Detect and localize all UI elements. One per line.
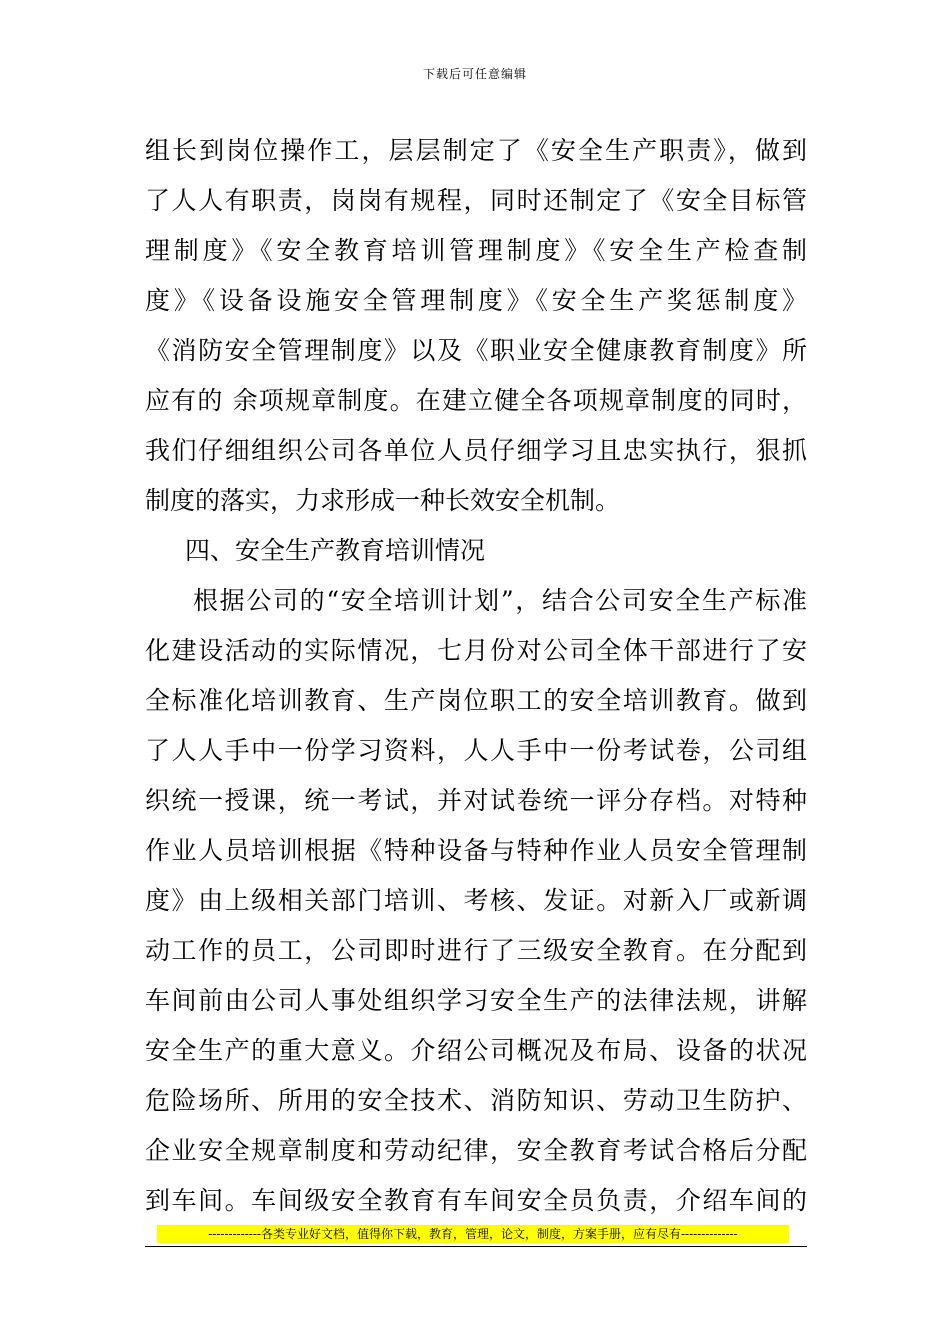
body-line: 了人人有职责，岗岗有规程，同时还制定了《安全目标管 [145,186,807,215]
body-line: 组长到岗位操作工，层层制定了《安全生产职责》，做到 [145,136,807,165]
body-line: 全标准化培训教育、生产岗位职工的安全培训教育。做到 [145,686,807,715]
document-body [145,126,807,1226]
body-line: 车间前由公司人事处组织学习安全生产的法律法规，讲解 [145,986,807,1015]
body-line: 危险场所、所用的安全技术、消防知识、劳动卫生防护、 [145,1086,807,1115]
body-line: 作业人员培训根据《特种设备与特种作业人员安全管理制 [145,836,807,865]
body-line: 到车间。车间级安全教育有车间安全员负责，介绍车间的 [145,1186,807,1215]
body-line: 度》《设备设施安全管理制度》《安全生产奖惩制度》 [145,286,807,315]
body-line: 应有的 余项规章制度。在建立健全各项规章制度的同时， [145,386,807,415]
body-line: 理制度》《安全教育培训管理制度》《安全生产检查制 [145,236,807,265]
page-header: 下载后可任意编辑 [422,67,527,81]
page-footer [145,1222,807,1247]
body-line: 化建设活动的实际情况，七月份对公司全体干部进行了安 [145,636,807,665]
body-line: 我们仔细组织公司各单位人员仔细学习且忠实执行，狠抓 [145,436,807,465]
body-line: 度》由上级相关部门培训、考核、发证。对新入厂或新调 [145,886,807,915]
body-line: 安全生产的重大意义。介绍公司概况及布局、设备的状况 [145,1036,807,1065]
body-line: 制度的落实，力求形成一种长效安全机制。 [145,486,621,515]
body-line: 了人人手中一份学习资料，人人手中一份考试卷，公司组 [145,736,807,765]
body-line: 织统一授课，统一考试，并对试卷统一评分存档。对特种 [145,786,807,815]
body-line: 《消防安全管理制度》以及《职业安全健康教育制度》所 [145,336,807,365]
section-heading: 四、安全生产教育培训情况 [185,536,486,565]
body-line: 企业安全规章制度和劳动纪律，安全教育考试合格后分配 [145,1136,807,1165]
body-line: 动工作的员工，公司即时进行了三级安全教育。在分配到 [145,936,807,965]
paragraph-first-line: 根据公司的“安全培训计划”，结合公司安全生产标准 [193,586,807,615]
footer-banner-text: -------------各类专业好文档，值得你下载，教育，管理，论文，制度，方案手册，应有尽有-------------- [157,1225,789,1243]
